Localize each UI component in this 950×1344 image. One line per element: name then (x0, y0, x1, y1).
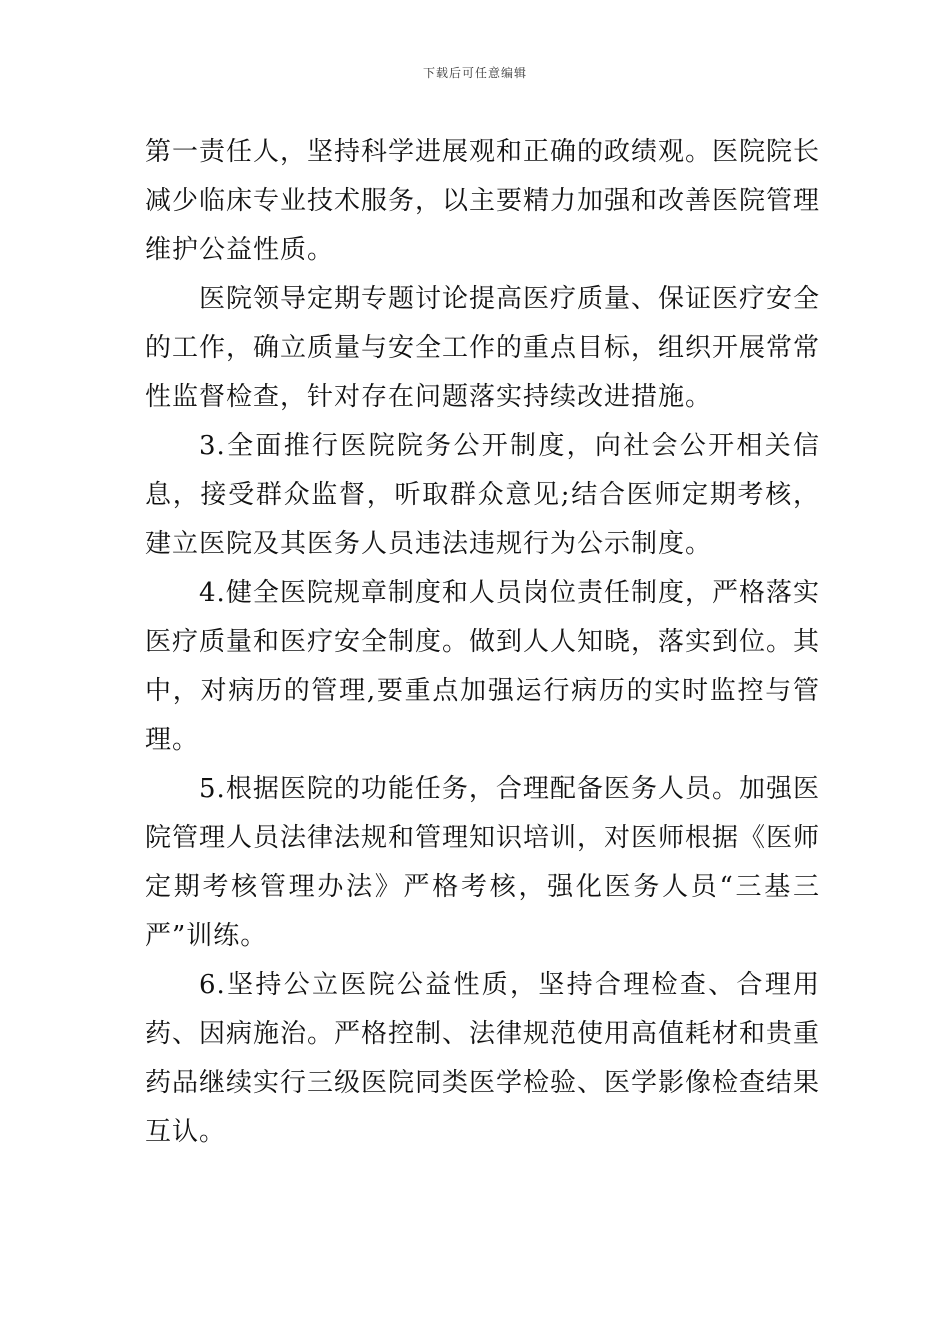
paragraph-continuation: 第一责任人，坚持科学进展观和正确的政绩观。医院院长减少临床专业技术服务，以主要精力加强和改善医院管理维护公益性质。 (145, 137, 821, 265)
document-body (145, 128, 820, 1157)
paragraph-item-5: 5.根据医院的功能任务，合理配备医务人员。加强医院管理人员法律法规和管理知识培训，对医师根据《医师定期考核管理办法》严格考核，强化医务人员“三基三严”训练。 (145, 774, 821, 951)
paragraph-item-3: 3.全面推行医院院务公开制度，向社会公开相关信息，接受群众监督，听取群众意见;结合医师定期考核，建立医院及其医务人员违法违规行为公示制度。 (145, 431, 820, 559)
page-header-note: 下载后可任意编辑 (422, 66, 527, 80)
paragraph-item-6: 6.坚持公立医院公益性质，坚持合理检查、合理用药、因病施治。严格控制、法律规范使用高值耗材和贵重药品继续实行三级医院同类医学检验、医学影像检查结果互认。 (145, 970, 821, 1147)
paragraph-item-4: 4.健全医院规章制度和人员岗位责任制度，严格落实医疗质量和医疗安全制度。做到人人知晓，落实到位。其中，对病历的管理,要重点加强运行病历的实时监控与管理。 (145, 578, 821, 755)
paragraph-leadership-review: 医院领导定期专题讨论提高医疗质量、保证医疗安全的工作，确立质量与安全工作的重点目标，组织开展常常性监督检查，针对存在问题落实持续改进措施。 (145, 284, 821, 412)
